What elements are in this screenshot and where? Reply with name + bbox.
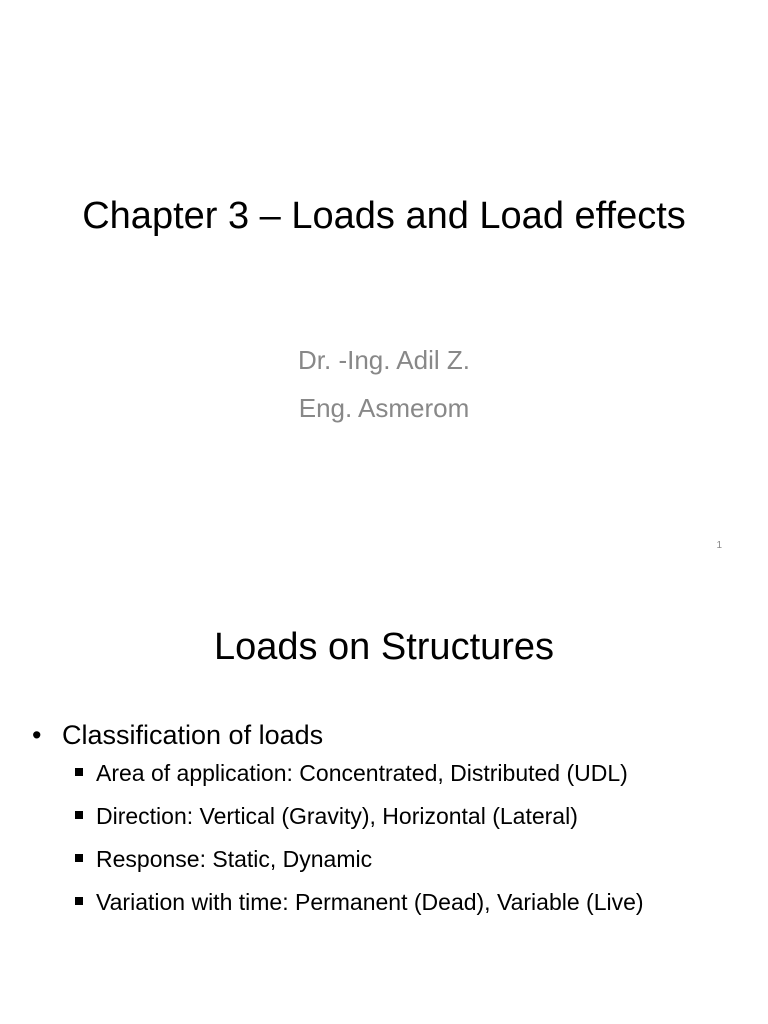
list-item-text: Classification of loads bbox=[62, 720, 324, 750]
slide-title: Chapter 3 – Loads and Load effects bbox=[82, 195, 686, 237]
sub-list-item bbox=[30, 844, 750, 875]
sub-list-item bbox=[30, 887, 750, 918]
bullet-marker: • bbox=[32, 720, 42, 750]
square-bullet-icon bbox=[75, 768, 83, 776]
slide-title: Loads on Structures bbox=[213, 626, 555, 668]
slide-subtitle bbox=[64, 336, 704, 432]
square-bullet-icon bbox=[75, 897, 83, 905]
square-bullet-icon bbox=[75, 811, 83, 819]
list-item bbox=[30, 716, 750, 754]
sub-list-item-text: Variation with time: Permanent (Dead), Variable (Live) bbox=[96, 889, 644, 915]
sub-list-item-text: Direction: Vertical (Gravity), Horizontal (Lateral) bbox=[96, 803, 578, 829]
square-bullet-icon bbox=[75, 854, 83, 862]
sub-list-item-text: Area of application: Concentrated, Distributed (UDL) bbox=[96, 760, 628, 786]
sub-list bbox=[30, 758, 750, 918]
author-line: Dr. -Ing. Adil Z. bbox=[298, 345, 470, 375]
sub-list-item-text: Response: Static, Dynamic bbox=[96, 846, 373, 872]
content-slide bbox=[0, 576, 768, 1024]
bullet-list bbox=[30, 716, 750, 930]
author-line: Eng. Asmerom bbox=[298, 393, 470, 423]
page-number: 1 bbox=[716, 540, 722, 551]
sub-list-item bbox=[30, 758, 750, 789]
sub-list-item bbox=[30, 801, 750, 832]
